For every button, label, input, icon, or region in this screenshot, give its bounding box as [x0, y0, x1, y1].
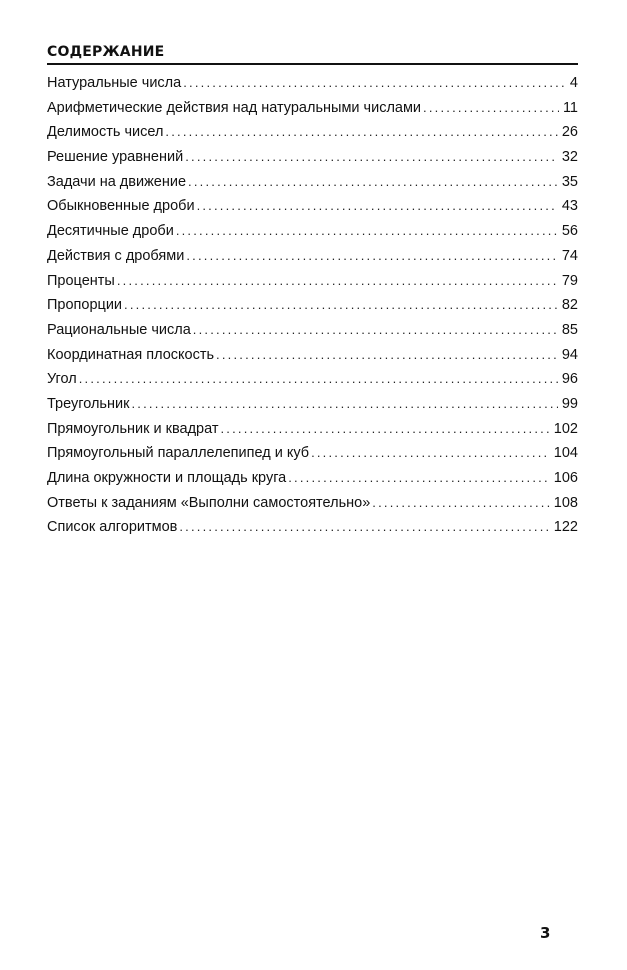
toc-entry-title: Треугольник	[47, 395, 130, 412]
toc-entry-title: Угол	[47, 371, 77, 388]
toc-entry	[47, 515, 578, 540]
toc-entry-title: Прямоугольный параллелепипед и куб	[47, 445, 310, 462]
toc-entry-title: Арифметические действия над натуральными числами	[47, 99, 422, 116]
toc-entry	[47, 194, 578, 219]
toc-entry-page: 35	[561, 173, 578, 190]
toc-entry-page: 122	[553, 519, 578, 536]
toc-entry-title: Делимость чисел	[47, 124, 164, 141]
heading-divider	[47, 63, 578, 65]
toc-dot-leader	[183, 71, 566, 95]
toc-entry-page: 43	[561, 198, 578, 215]
toc-entry	[47, 417, 578, 442]
toc-entry-title: Прямоугольник и квадрат	[47, 420, 219, 437]
toc-heading: СОДЕРЖАНИЕ	[47, 44, 165, 60]
toc-entry-page: 56	[561, 223, 578, 240]
toc-dot-leader	[188, 170, 558, 194]
toc-entry-page: 32	[561, 149, 578, 166]
toc-entry	[47, 441, 578, 466]
toc-entry-page: 104	[553, 445, 578, 462]
toc-entry-page: 74	[561, 247, 578, 264]
toc-entry-page: 26	[561, 124, 578, 141]
toc-entry	[47, 219, 578, 244]
toc-entry-title: Список алгоритмов	[47, 519, 178, 536]
toc-dot-leader	[186, 244, 558, 268]
toc-entry	[47, 491, 578, 516]
toc-entry	[47, 96, 578, 121]
toc-entry-page: 108	[553, 494, 578, 511]
toc-entry	[47, 367, 578, 392]
toc-entry-title: Координатная плоскость	[47, 346, 215, 363]
toc-entry-page: 85	[561, 321, 578, 338]
toc-dot-leader	[176, 219, 558, 243]
toc-entry	[47, 244, 578, 269]
toc-entry-title: Натуральные числа	[47, 75, 182, 91]
toc-entry-page: 99	[561, 395, 578, 412]
toc-entry	[47, 293, 578, 318]
toc-entry-page: 106	[553, 470, 578, 486]
toc-entry-page: 4	[569, 75, 578, 91]
toc-dot-leader	[124, 293, 558, 317]
toc-entry-title: Пропорции	[47, 297, 123, 314]
toc-entry-title: Ответы к заданиям «Выполни самостоятельно»	[47, 494, 371, 511]
toc-entry-page: 79	[561, 272, 578, 289]
toc-entry-title: Обыкновенные дроби	[47, 198, 195, 215]
toc-dot-leader	[165, 120, 557, 144]
toc-entry	[47, 71, 578, 96]
page-number: 3	[540, 924, 551, 942]
toc-entry-page: 102	[553, 420, 578, 437]
toc-entry	[47, 120, 578, 145]
toc-dot-leader	[423, 96, 559, 120]
toc-dot-leader	[193, 318, 558, 342]
toc-dot-leader	[216, 343, 558, 367]
toc-entry	[47, 343, 578, 368]
toc-dot-leader	[311, 441, 550, 465]
toc-dot-leader	[179, 515, 549, 539]
toc-entry-page: 96	[561, 371, 578, 388]
toc-entry-page: 82	[561, 297, 578, 314]
toc-dot-leader	[185, 145, 558, 169]
toc-entry-title: Длина окружности и площадь круга	[47, 470, 287, 486]
toc-dot-leader	[79, 367, 558, 391]
toc-entry	[47, 392, 578, 417]
toc-dot-leader	[288, 466, 550, 490]
toc-entry-page: 94	[561, 346, 578, 363]
toc-entry	[47, 170, 578, 195]
toc-dot-leader	[131, 392, 557, 416]
toc-entry-title: Рациональные числа	[47, 321, 191, 338]
toc-list	[47, 71, 578, 540]
toc-entry-title: Решение уравнений	[47, 149, 184, 166]
toc-entry-title: Проценты	[47, 272, 115, 289]
toc-dot-leader	[117, 269, 558, 293]
toc-entry-title: Десятичные дроби	[47, 223, 174, 240]
toc-entry	[47, 466, 578, 491]
toc-dot-leader	[372, 491, 550, 515]
toc-entry-title: Задачи на движение	[47, 173, 187, 190]
toc-entry	[47, 318, 578, 343]
toc-entry	[47, 269, 578, 294]
toc-entry-title: Действия с дробями	[47, 247, 185, 264]
toc-dot-leader	[197, 194, 558, 218]
toc-entry	[47, 145, 578, 170]
toc-entry-page: 11	[562, 99, 578, 116]
toc-dot-leader	[221, 417, 550, 441]
